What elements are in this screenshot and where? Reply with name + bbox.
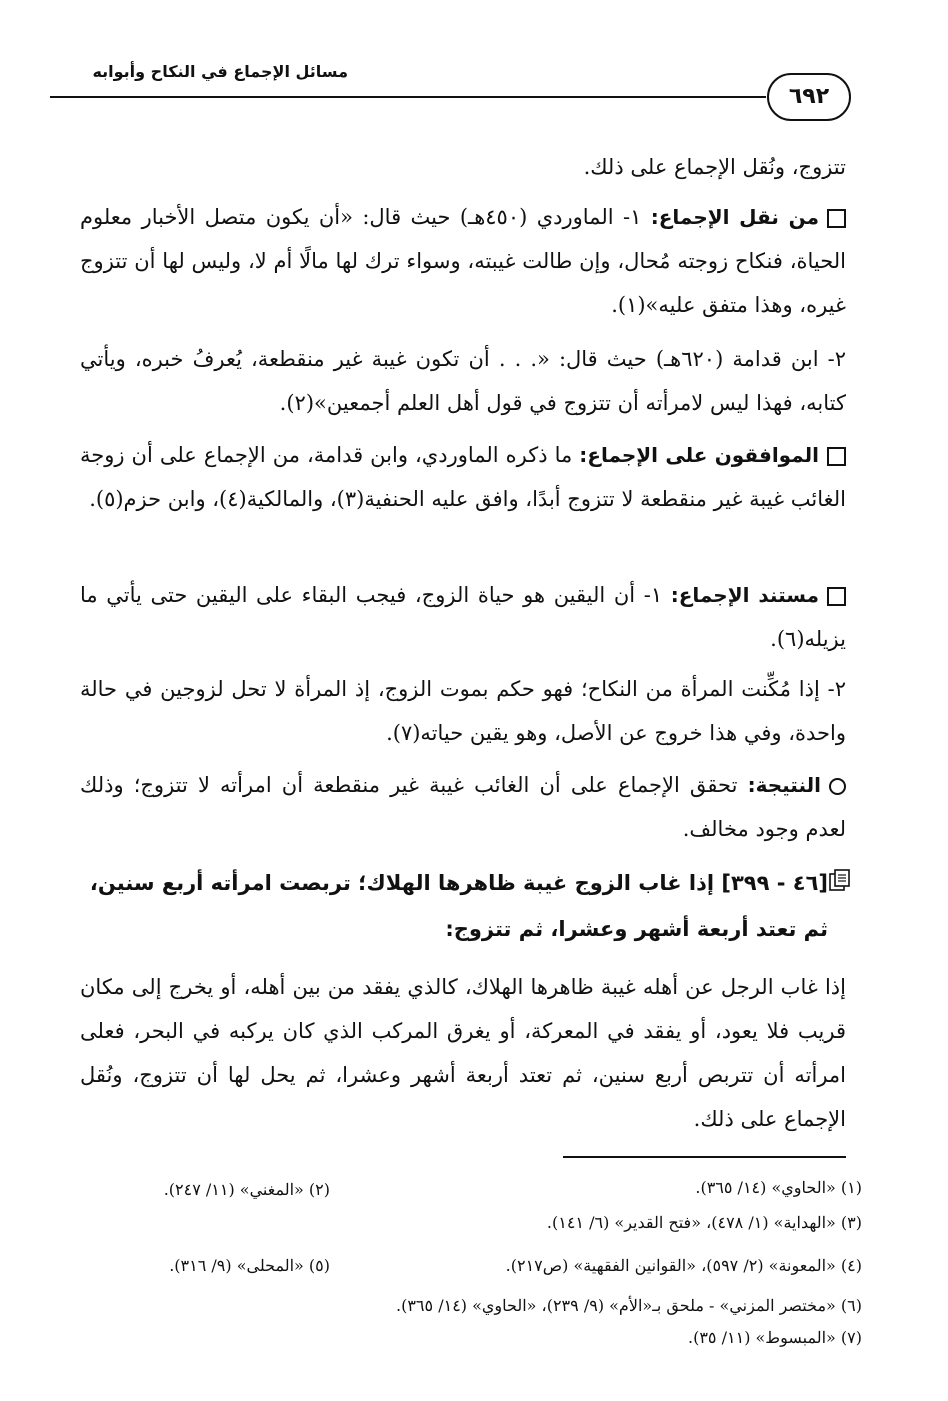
paragraph-narrators-text: ١- الماوردي (٤٥٠هـ) حيث قال: «أن يكون متصل الأخبار معلوم الحياة، فنكاح زوجته مُحال، وإن طالت غيبته، وسواء ترك لها مالًا أم لا، وليس لها أن تتزوج غيره، وهذا متفق عليه»(١). <box>80 205 846 317</box>
square-marker-icon <box>827 587 846 606</box>
square-marker-icon <box>827 209 846 228</box>
paragraph-agreeing <box>80 433 846 521</box>
page-number: ٦٩٢ <box>767 73 851 121</box>
paragraph-basis-text: ١- أن اليقين هو حياة الزوج، فيجب البقاء على اليقين حتى يأتي ما يزيله(٦). <box>80 583 846 651</box>
lead-narrators: من نقل الإجماع: <box>650 205 819 229</box>
footnote-3: (٣) «الهداية» (١/ ٤٧٨)، «فتح القدير» (٦/ ١٤١). <box>546 1213 862 1232</box>
lead-result: النتيجة: <box>747 773 821 797</box>
section-heading: [٤٦ - ٣٩٩] إذا غاب الزوج غيبة ظاهرها الهلاك؛ تربصت امرأته أربع سنين، ثم تعتد أربعة أشهر وعشرا، ثم تتزوج: <box>89 871 828 941</box>
paragraph-result <box>80 763 846 851</box>
paragraph-narrators <box>80 195 846 327</box>
running-header: مسائل الإجماع في النكاح وأبوابه <box>92 62 348 81</box>
paragraph-1: تتزوج، ونُقل الإجماع على ذلك. <box>583 155 846 179</box>
paragraph-basis-2: ٢- إذا مُكِّنت المرأة من النكاح؛ فهو حكم بموت الزوج، إذ المرأة لا تحل لزوجين في حالة واحدة، وفي هذا خروج عن الأصل، وهو يقين حياته(٧). <box>80 677 846 745</box>
footnote-2: (٢) «المغني» (١١/ ٢٤٧). <box>163 1180 330 1199</box>
paragraph-ibn-qudama: ٢- ابن قدامة (٦٢٠هـ) حيث قال: «. . . أن تكون غيبة غير منقطعة، يُعرفُ خبره، ويأتي كتابه، فهذا ليس لامرأته أن تتزوج في قول أهل العلم أجمعين»(٢). <box>80 347 846 415</box>
footnote-divider <box>563 1156 846 1158</box>
circle-marker-icon <box>829 778 846 795</box>
paragraph-result-text: تحقق الإجماع على أن الغائب غيبة غير منقطعة أن امرأته لا تتزوج؛ وذلك لعدم وجود مخالف. <box>80 773 846 841</box>
paragraph-missing-husband: إذا غاب الرجل عن أهله غيبة ظاهرها الهلاك، كالذي يفقد من بين أهله، أو يخرج إلى مكان قريب فلا يعود، أو يفقد في المعركة، أو يغرق المركب الذي كان يركبه في البحر، فعلى امرأته أن تتربص أربع سنين، ثم تعتد أربعة أشهر وعشرا، ثم يحل لها أن تتزوج، ونُقل الإجماع على ذلك. <box>80 975 846 1131</box>
square-marker-icon <box>827 447 846 466</box>
footnote-1: (١) «الحاوي» (١٤/ ٣٦٥). <box>695 1178 862 1197</box>
copy-icon <box>828 868 852 892</box>
paragraph-basis <box>80 573 846 661</box>
footnote-4: (٤) «المعونة» (٢/ ٥٩٧)، «القوانين الفقهية» (ص٢١٧). <box>505 1256 862 1275</box>
lead-basis: مستند الإجماع: <box>670 583 819 607</box>
header-divider <box>50 96 766 98</box>
footnote-5: (٥) «المحلى» (٩/ ٣١٦). <box>169 1256 330 1275</box>
lead-agreeing: الموافقون على الإجماع: <box>579 443 819 467</box>
footnote-6: (٦) «مختصر المزني» - ملحق بـ«الأم» (٩/ ٢٣٩)، «الحاوي» (١٤/ ٣٦٥). <box>396 1296 862 1315</box>
paragraph-agreeing-text: ما ذكره الماوردي، وابن قدامة، من الإجماع على أن زوجة الغائب غيبة غير منقطعة لا تتزوج أبدًا، وافق عليه الحنفية(٣)، والمالكية(٤)، وابن حزم(٥). <box>80 443 846 511</box>
footnote-7: (٧) «المبسوط» (١١/ ٣٥). <box>688 1328 862 1347</box>
